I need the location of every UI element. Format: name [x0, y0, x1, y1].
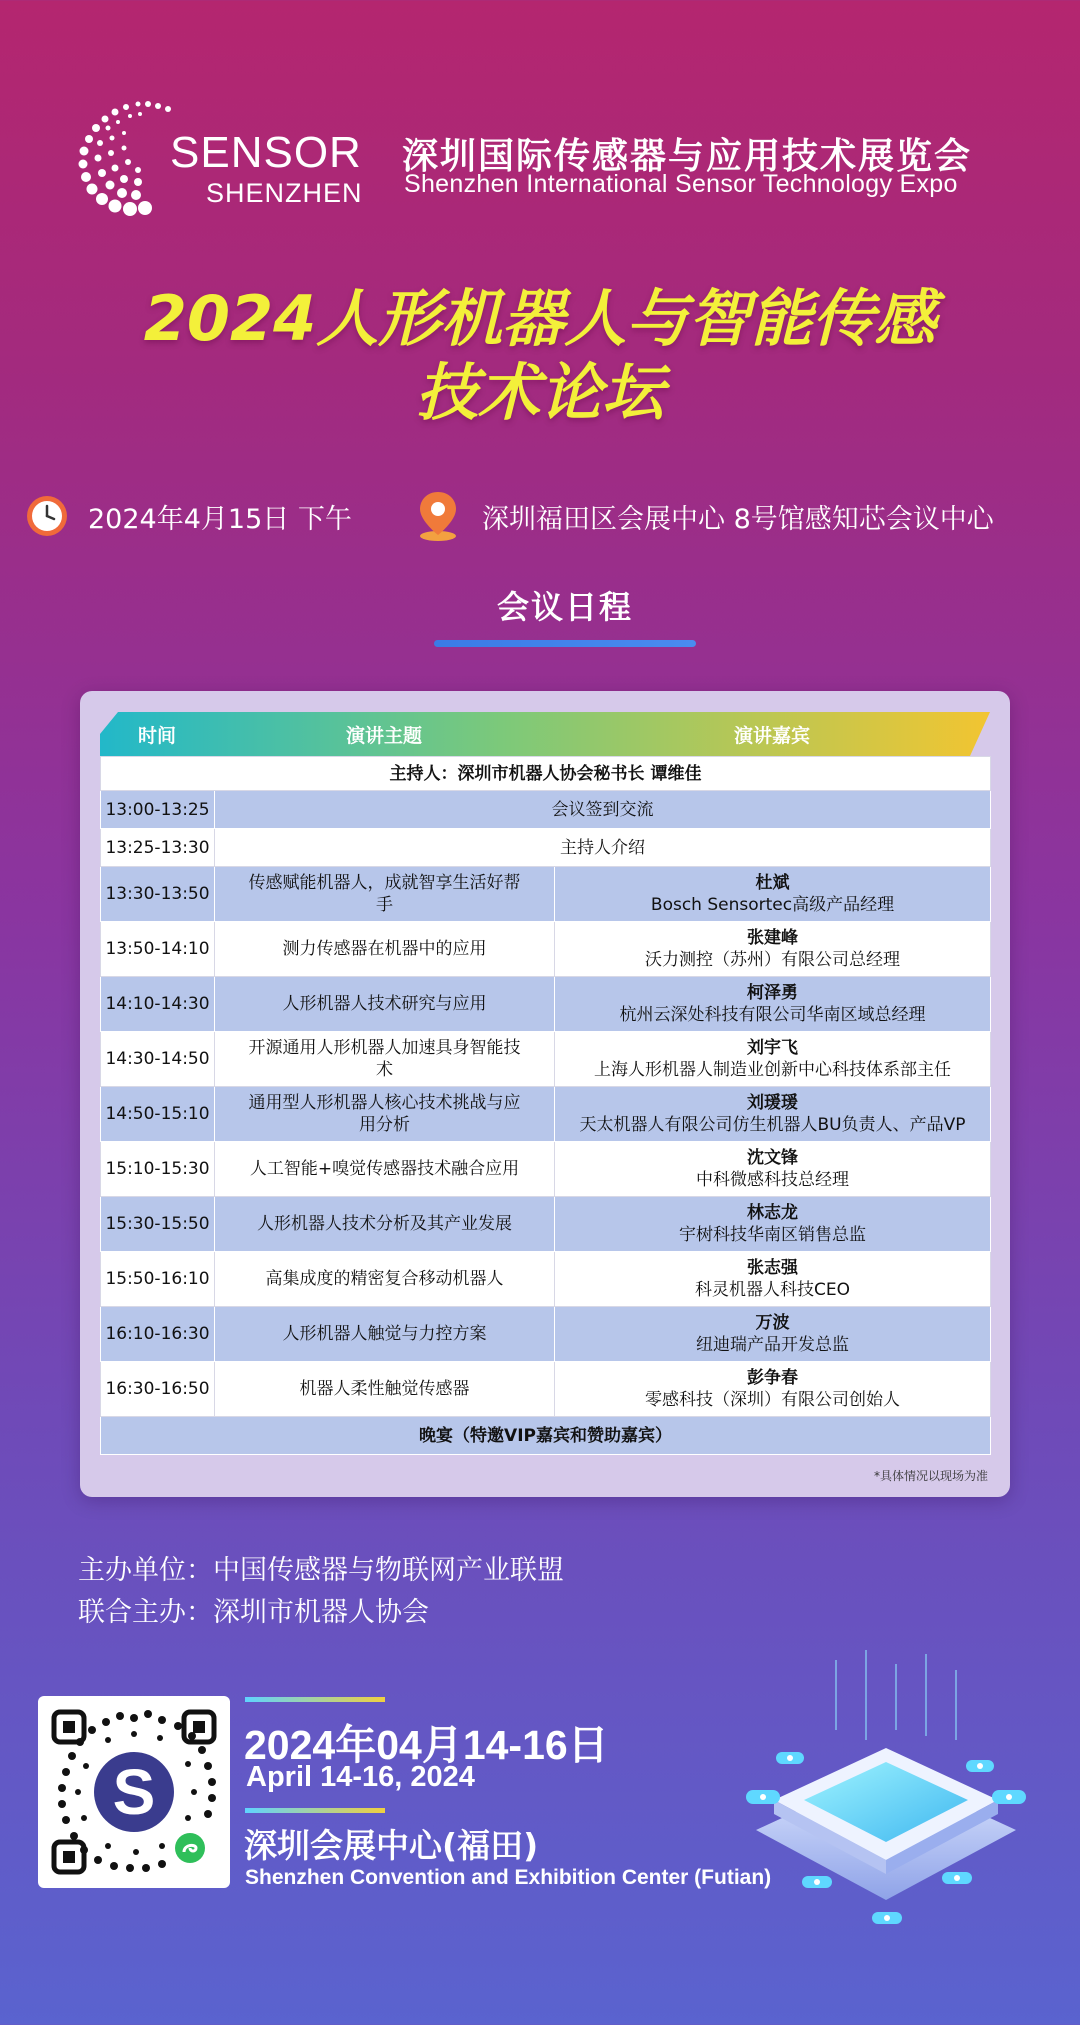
dinner-row: [101, 1417, 991, 1455]
speaker-name: 彭争春: [747, 1368, 798, 1388]
agenda-speaker-cell: [555, 1252, 991, 1307]
expo-logo: [78, 98, 378, 220]
agenda-topic-cell: 人形机器人技术分析及其产业发展: [215, 1197, 555, 1252]
forum-title: [0, 282, 1080, 430]
agenda-row: [101, 791, 991, 829]
agenda-time-cell: 14:30-14:50: [101, 1032, 215, 1087]
agenda-time-cell: 13:00-13:25: [101, 791, 215, 829]
speaker-title: 科灵机器人科技CEO: [695, 1280, 850, 1300]
event-time-text: 2024年4月15日 下午: [88, 503, 352, 535]
agenda-topic-cell: 传感赋能机器人，成就智享生活好帮手: [215, 867, 555, 922]
expo-name-cn: 深圳国际传感器与应用技术展览会: [402, 136, 973, 177]
speaker-name: 张建峰: [747, 928, 798, 948]
agenda-row: [101, 829, 991, 867]
agenda-time-cell: 16:10-16:30: [101, 1307, 215, 1362]
speaker-name: 万波: [755, 1313, 790, 1333]
agenda-speaker-cell: [555, 1087, 991, 1142]
agenda-row: [101, 867, 991, 922]
event-venue: [414, 490, 994, 542]
agenda-row: [101, 1362, 991, 1417]
footer-accent-bar-mid: [245, 1808, 385, 1813]
agenda-row: [101, 1307, 991, 1362]
footer-expo-date-en: April 14-16, 2024: [246, 1761, 475, 1793]
agenda-topic-cell: 通用型人形机器人核心技术挑战与应用分析: [215, 1087, 555, 1142]
agenda-underline: [434, 640, 696, 647]
host-cell: 主持人：深圳市机器人协会秘书长 谭维佳: [101, 757, 991, 791]
svg-text:S: S: [112, 1756, 156, 1828]
speaker-name: 刘宇飞: [747, 1038, 798, 1058]
agenda-topic-cell: 人工智能+嗅觉传感器技术融合应用: [215, 1142, 555, 1197]
dinner-cell: 晚宴（特邀VIP嘉宾和赞助嘉宾）: [101, 1417, 991, 1455]
speaker-name: 林志龙: [747, 1203, 798, 1223]
agenda-time-cell: 14:10-14:30: [101, 977, 215, 1032]
agenda-session-cell: 主持人介绍: [215, 829, 991, 867]
agenda-row: [101, 977, 991, 1032]
agenda-speaker-cell: [555, 1362, 991, 1417]
footer-accent-bar-top: [245, 1697, 385, 1702]
logo-shenzhen-text: SHENZHEN: [206, 178, 363, 208]
agenda-topic-cell: 高集成度的精密复合移动机器人: [215, 1252, 555, 1307]
agenda-time-cell: 15:30-15:50: [101, 1197, 215, 1252]
speaker-title: 沃力测控（苏州）有限公司总经理: [645, 950, 900, 970]
organizer-host: 主办单位：中国传感器与物联网产业联盟: [78, 1555, 564, 1586]
clock-icon: [26, 495, 68, 537]
speaker-name: 杜斌: [755, 873, 790, 893]
agenda-topic-cell: 测力传感器在机器中的应用: [215, 922, 555, 977]
agenda-row: [101, 1087, 991, 1142]
agenda-time-cell: 13:50-14:10: [101, 922, 215, 977]
agenda-time-cell: 14:50-15:10: [101, 1087, 215, 1142]
agenda-row: [101, 1032, 991, 1087]
agenda-table: [100, 756, 991, 1455]
mini-program-qr-code[interactable]: [38, 1696, 230, 1888]
agenda-note: *具体情况以现场为准: [873, 1469, 988, 1483]
agenda-row: [101, 922, 991, 977]
column-header-topic: 演讲主题: [345, 725, 422, 747]
agenda-heading: 会议日程: [496, 588, 633, 626]
agenda-speaker-cell: [555, 1307, 991, 1362]
speaker-title: 天太机器人有限公司仿生机器人BU负责人、产品VP: [579, 1115, 966, 1135]
agenda-time-cell: 15:50-16:10: [101, 1252, 215, 1307]
agenda-time-cell: 13:25-13:30: [101, 829, 215, 867]
agenda-speaker-cell: [555, 1032, 991, 1087]
agenda-row: [101, 1142, 991, 1197]
agenda-session-cell: 会议签到交流: [215, 791, 991, 829]
column-header-speaker: 演讲嘉宾: [733, 725, 810, 747]
speaker-title: 上海人形机器人制造业创新中心科技体系部主任: [594, 1060, 951, 1080]
event-venue-text: 深圳福田区会展中心 8号馆感知芯会议中心: [482, 503, 994, 535]
event-time: [26, 490, 352, 542]
footer-expo-venue-cn: 深圳会展中心(福田): [244, 1826, 539, 1865]
agenda-topic-cell: 开源通用人形机器人加速具身智能技术: [215, 1032, 555, 1087]
host-row: [101, 757, 991, 791]
speaker-title: 宇树科技华南区销售总监: [679, 1225, 866, 1245]
agenda-time-cell: 16:30-16:50: [101, 1362, 215, 1417]
agenda-topic-cell: 人形机器人触觉与力控方案: [215, 1307, 555, 1362]
speaker-title: 零感科技（深圳）有限公司创始人: [645, 1390, 900, 1410]
agenda-row: [101, 1252, 991, 1307]
qr-pattern-icon: [38, 1696, 230, 1888]
agenda-time-cell: 13:30-13:50: [101, 867, 215, 922]
speaker-title: 纽迪瑞产品开发总监: [696, 1335, 849, 1355]
forum-title-line1: 2024人形机器人与智能传感: [143, 282, 937, 355]
speaker-name: 沈文锋: [747, 1148, 798, 1168]
column-header-time: 时间: [137, 725, 176, 747]
speaker-title: 杭州云深处科技有限公司华南区域总经理: [619, 1005, 926, 1025]
speaker-name: 张志强: [747, 1258, 798, 1278]
forum-title-line2: 技术论坛: [415, 356, 664, 429]
agenda-time-cell: 15:10-15:30: [101, 1142, 215, 1197]
agenda-speaker-cell: [555, 867, 991, 922]
agenda-speaker-cell: [555, 922, 991, 977]
agenda-topic-cell: 人形机器人技术研究与应用: [215, 977, 555, 1032]
speaker-title: 中科微感科技总经理: [696, 1170, 849, 1190]
agenda-row: [101, 1197, 991, 1252]
expo-name-en: Shenzhen International Sensor Technology Expo: [404, 170, 958, 198]
speaker-title: Bosch Sensortec高级产品经理: [650, 895, 895, 915]
agenda-topic-cell: 机器人柔性触觉传感器: [215, 1362, 555, 1417]
agenda-speaker-cell: [555, 1142, 991, 1197]
agenda-table-header: [100, 712, 990, 756]
logo-sensor-text: SENSOR: [170, 128, 362, 177]
speaker-name: 柯泽勇: [747, 983, 798, 1003]
location-pin-icon: [414, 490, 462, 542]
organizer-co-host: 联合主办：深圳市机器人协会: [78, 1597, 429, 1628]
sensor-chip-icon: [716, 1650, 1056, 1950]
footer-expo-venue-en: Shenzhen Convention and Exhibition Center (Futian): [245, 1866, 772, 1889]
agenda-speaker-cell: [555, 1197, 991, 1252]
agenda-speaker-cell: [555, 977, 991, 1032]
footer-expo-date-cn: 2024年04月14-16日: [244, 1722, 609, 1768]
speaker-name: 刘瑗瑗: [747, 1093, 798, 1113]
